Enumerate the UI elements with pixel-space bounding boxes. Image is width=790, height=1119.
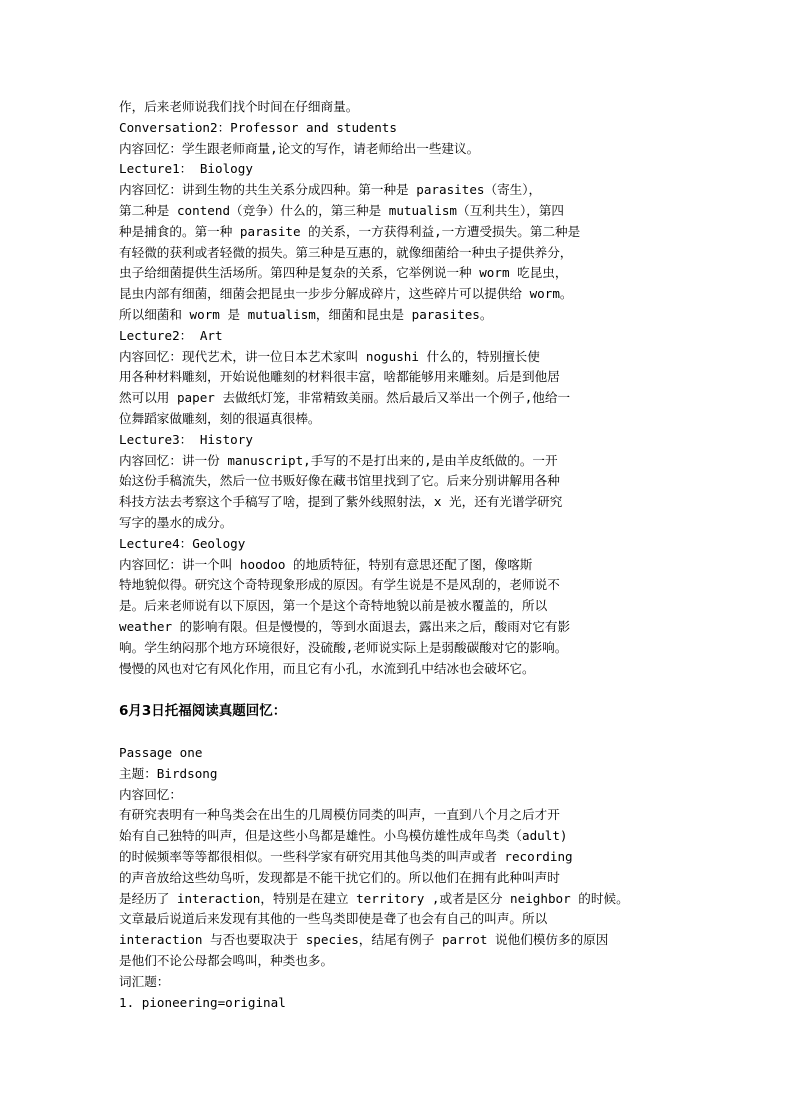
text-line: 内容回忆：讲到生物的共生关系分成四种。第一种是 parasites（寄生）， — [119, 182, 542, 198]
text-line: 位舞蹈家做雕刻，刻的很逼真很棒。 — [119, 410, 321, 426]
section-heading: 6月3日托福阅读真题回忆： — [119, 703, 287, 719]
text-line: 内容回忆：学生跟老师商量,论文的写作，请老师给出一些建议。 — [119, 140, 480, 156]
text-line: 响。学生纳闷那个地方环境很好，没硫酸,老师说实际上是弱酸碳酸对它的影响。 — [119, 639, 568, 655]
text-line: 用各种材料雕刻，开始说他雕刻的材料很丰富，啥都能够用来雕刻。后是到他居 — [119, 369, 560, 385]
text-line: interaction 与否也要取决于 species，结尾有例子 parrot 说他们模仿多的原因 — [119, 932, 609, 948]
text-line: 词汇题： — [119, 973, 170, 989]
text-line: Lecture3： History — [119, 431, 253, 447]
text-line: Lecture1： Biology — [119, 161, 253, 177]
text-line: 昆虫内部有细菌，细菌会把昆虫一步步分解成碎片，这些碎片可以提供给 worm。 — [119, 286, 573, 302]
text-line: 文章最后说道后来发现有其他的一些鸟类即使是聋了也会有自己的叫声。所以 — [119, 911, 548, 927]
text-line: 科技方法去考察这个手稿写了啥，提到了紫外线照射法，x 光，还有光谱学研究 — [119, 494, 563, 510]
transcript-section-reading — [119, 743, 659, 1013]
text-line: 然可以用 paper 去做纸灯笼，非常精致美丽。然后最后又举出一个例子,他给一 — [119, 390, 571, 406]
text-line: 是他们不论公母都会鸣叫，种类也多。 — [119, 952, 334, 968]
text-line: 内容回忆：讲一个叫 hoodoo 的地质特征，特别有意思还配了图，像喀斯 — [119, 556, 533, 572]
text-line: 内容回忆：讲一份 manuscript,手写的不是打出来的,是由羊皮纸做的。一开 — [119, 452, 558, 468]
transcript-section-listening — [119, 97, 639, 679]
text-line: 作，后来老师说我们找个时间在仔细商量。 — [119, 99, 359, 114]
text-line: 特地貌似得。研究这个奇特现象形成的原因。有学生说是不是风刮的，老师说不 — [119, 577, 560, 593]
text-line: 种是捕食的。第一种 parasite 的关系，一方获得利益,一方遭受损失。第二种是 — [119, 223, 581, 239]
text-line: 是经历了 interaction，特别是在建立 territory ,或者是区分 neighbor 的时候。 — [119, 890, 629, 906]
text-line: 慢慢的风也对它有风化作用，而且它有小孔，水流到孔中结冰也会破坏它。 — [119, 660, 535, 676]
text-line: 始有自己独特的叫声，但是这些小鸟都是雄性。小鸟模仿雄性成年鸟类（adult) — [119, 828, 568, 844]
text-line: 的时候频率等等都很相似。一些科学家有研究用其他鸟类的叫声或者 recording — [119, 848, 573, 864]
text-line: Passage one — [119, 745, 203, 760]
text-line: 第二种是 contend（竞争）什么的，第三种是 mutualism（互利共生），第四 — [119, 202, 565, 218]
text-line: 内容回忆： — [119, 786, 182, 802]
text-line: 内容回忆：现代艺术，讲一位日本艺术家叫 nogushi 什么的，特别擅长使 — [119, 348, 540, 364]
text-line: 的声音放给这些幼鸟听，发现都是不能干扰它们的。所以他们在拥有此种叫声时 — [119, 869, 560, 885]
text-line: Lecture4：Geology — [119, 535, 246, 551]
text-line: 写字的墨水的成分。 — [119, 514, 233, 530]
text-line: 主题：Birdsong — [119, 765, 218, 781]
text-line: 有轻微的获利或者轻微的损失。第三种是互惠的，就像细菌给一种虫子提供养分， — [119, 244, 573, 260]
text-line: weather 的影响有限。但是慢慢的，等到水面退去，露出来之后，酸雨对它有影 — [119, 618, 571, 634]
text-line: Conversation2：Professor and students — [119, 119, 397, 135]
text-line: 有研究表明有一种鸟类会在出生的几周模仿同类的叫声，一直到八个月之后才开 — [119, 807, 560, 823]
text-line: 始这份手稿流失，然后一位书贩好像在藏书馆里找到了它。后来分别讲解用各种 — [119, 473, 560, 489]
text-line: 所以细菌和 worm 是 mutualism，细菌和昆虫是 parasites。 — [119, 306, 493, 322]
text-line: 1. pioneering=original — [119, 994, 286, 1010]
text-line: 是。后来老师说有以下原因，第一个是这个奇特地貌以前是被水覆盖的，所以 — [119, 598, 548, 614]
text-line: Lecture2： Art — [119, 327, 223, 343]
text-line: 虫子给细菌提供生活场所。第四种是复杂的关系，它举例说一种 worm 吃昆虫， — [119, 265, 568, 281]
